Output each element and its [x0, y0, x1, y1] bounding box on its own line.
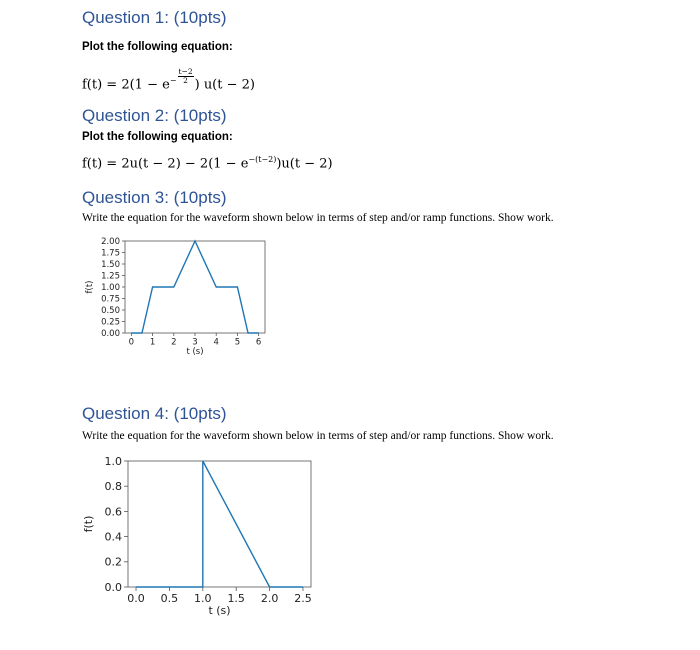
question-3-instruction: Write the equation for the waveform shown below in terms of step and/or ramp functions. Show work.: [82, 212, 554, 224]
chart-q3-xtick-label: 6: [255, 337, 262, 348]
chart-q3-xtick-label: 2: [171, 337, 177, 348]
chart-q3-ytick-label: 1.00: [101, 282, 120, 293]
eq1-exp-fraction: [178, 68, 194, 85]
chart-q4-ylabel: f(t): [82, 515, 95, 533]
chart-q4-frame: [128, 461, 311, 587]
chart-q3-ylabel: f(t): [85, 280, 95, 294]
question-1-title: Question 1: (10pts): [82, 8, 227, 27]
chart-q3-xlabel: t (s): [186, 346, 204, 357]
eq1-exp-num: t−2: [178, 67, 193, 76]
chart-q4-xtick-label: 0.5: [160, 592, 179, 605]
q4-waveform-chart: [70, 455, 330, 625]
q3-waveform-chart: [70, 235, 270, 365]
question-2-instruction: Plot the following equation:: [82, 131, 233, 143]
chart-q4-ytick-label: 0.2: [104, 555, 122, 569]
question-2-title: Question 2: (10pts): [82, 106, 227, 125]
chart-q3-ytick-label: 1.25: [101, 271, 120, 282]
chart-q4-xtick-label: 2.5: [294, 592, 312, 605]
question-2-equation: [82, 155, 333, 171]
question-4-title: Question 4: (10pts): [82, 404, 227, 423]
eq1-lhs: f(t) = 2: [82, 77, 130, 93]
chart-q4-ytick-label: 0.8: [104, 480, 122, 494]
chart-q4-ytick-label: 0.6: [104, 505, 122, 519]
chart-q4-ytick-label: 0.0: [104, 580, 122, 594]
chart-q3-ytick-label: 2.00: [101, 236, 120, 247]
chart-q4-xlabel: t (s): [208, 604, 231, 618]
chart-q3-series-line: [131, 241, 258, 333]
chart-q3-xtick-label: 5: [234, 337, 241, 348]
eq1-tail: u(t − 2): [203, 77, 255, 93]
chart-q4-ytick-label: 1.0: [104, 454, 122, 468]
eq1-open: (1 − e: [129, 77, 170, 93]
eq1-exp-den: 2: [183, 76, 188, 85]
question-4-instruction: Write the equation for the waveform shown below in terms of step and/or ramp functions. Show work.: [82, 430, 554, 442]
eq2-exp: −(t−2): [248, 155, 277, 164]
chart-q3-ytick-label: 0.00: [101, 328, 120, 339]
chart-q3-xtick-label: 4: [213, 337, 219, 348]
chart-q4-ytick-label: 0.4: [104, 530, 122, 544]
eq1-close: ): [194, 77, 200, 93]
chart-q3-ytick-label: 1.75: [101, 248, 120, 259]
chart-q4-xtick-label: 0.0: [127, 592, 145, 605]
chart-q3-ytick-label: 0.25: [101, 317, 120, 328]
chart-q3-xtick-label: 1: [149, 337, 156, 348]
chart-q3-ytick-label: 0.50: [101, 305, 120, 316]
chart-q4-xtick-label: 1.5: [227, 592, 245, 605]
question-1-equation: [82, 68, 255, 92]
chart-q4-xtick-label: 2.0: [260, 592, 279, 605]
eq2-tail: )u(t − 2): [276, 156, 333, 172]
chart-q4-xtick-label: 1.0: [194, 592, 212, 605]
chart-q3-ytick-label: 0.75: [101, 294, 120, 305]
eq1-exp-sign: −: [169, 76, 177, 85]
question-1-instruction: Plot the following equation:: [82, 41, 233, 53]
chart-q3-xtick-label: 0: [128, 337, 135, 348]
chart-q3-ytick-label: 1.50: [101, 259, 120, 270]
chart-q3-xtick-label: 3: [192, 337, 198, 348]
question-3-title: Question 3: (10pts): [82, 188, 227, 207]
eq2-main: f(t) = 2u(t − 2) − 2(1 − e: [82, 156, 249, 172]
chart-q3-frame: [125, 241, 265, 333]
chart-q4-series-line: [136, 461, 303, 587]
